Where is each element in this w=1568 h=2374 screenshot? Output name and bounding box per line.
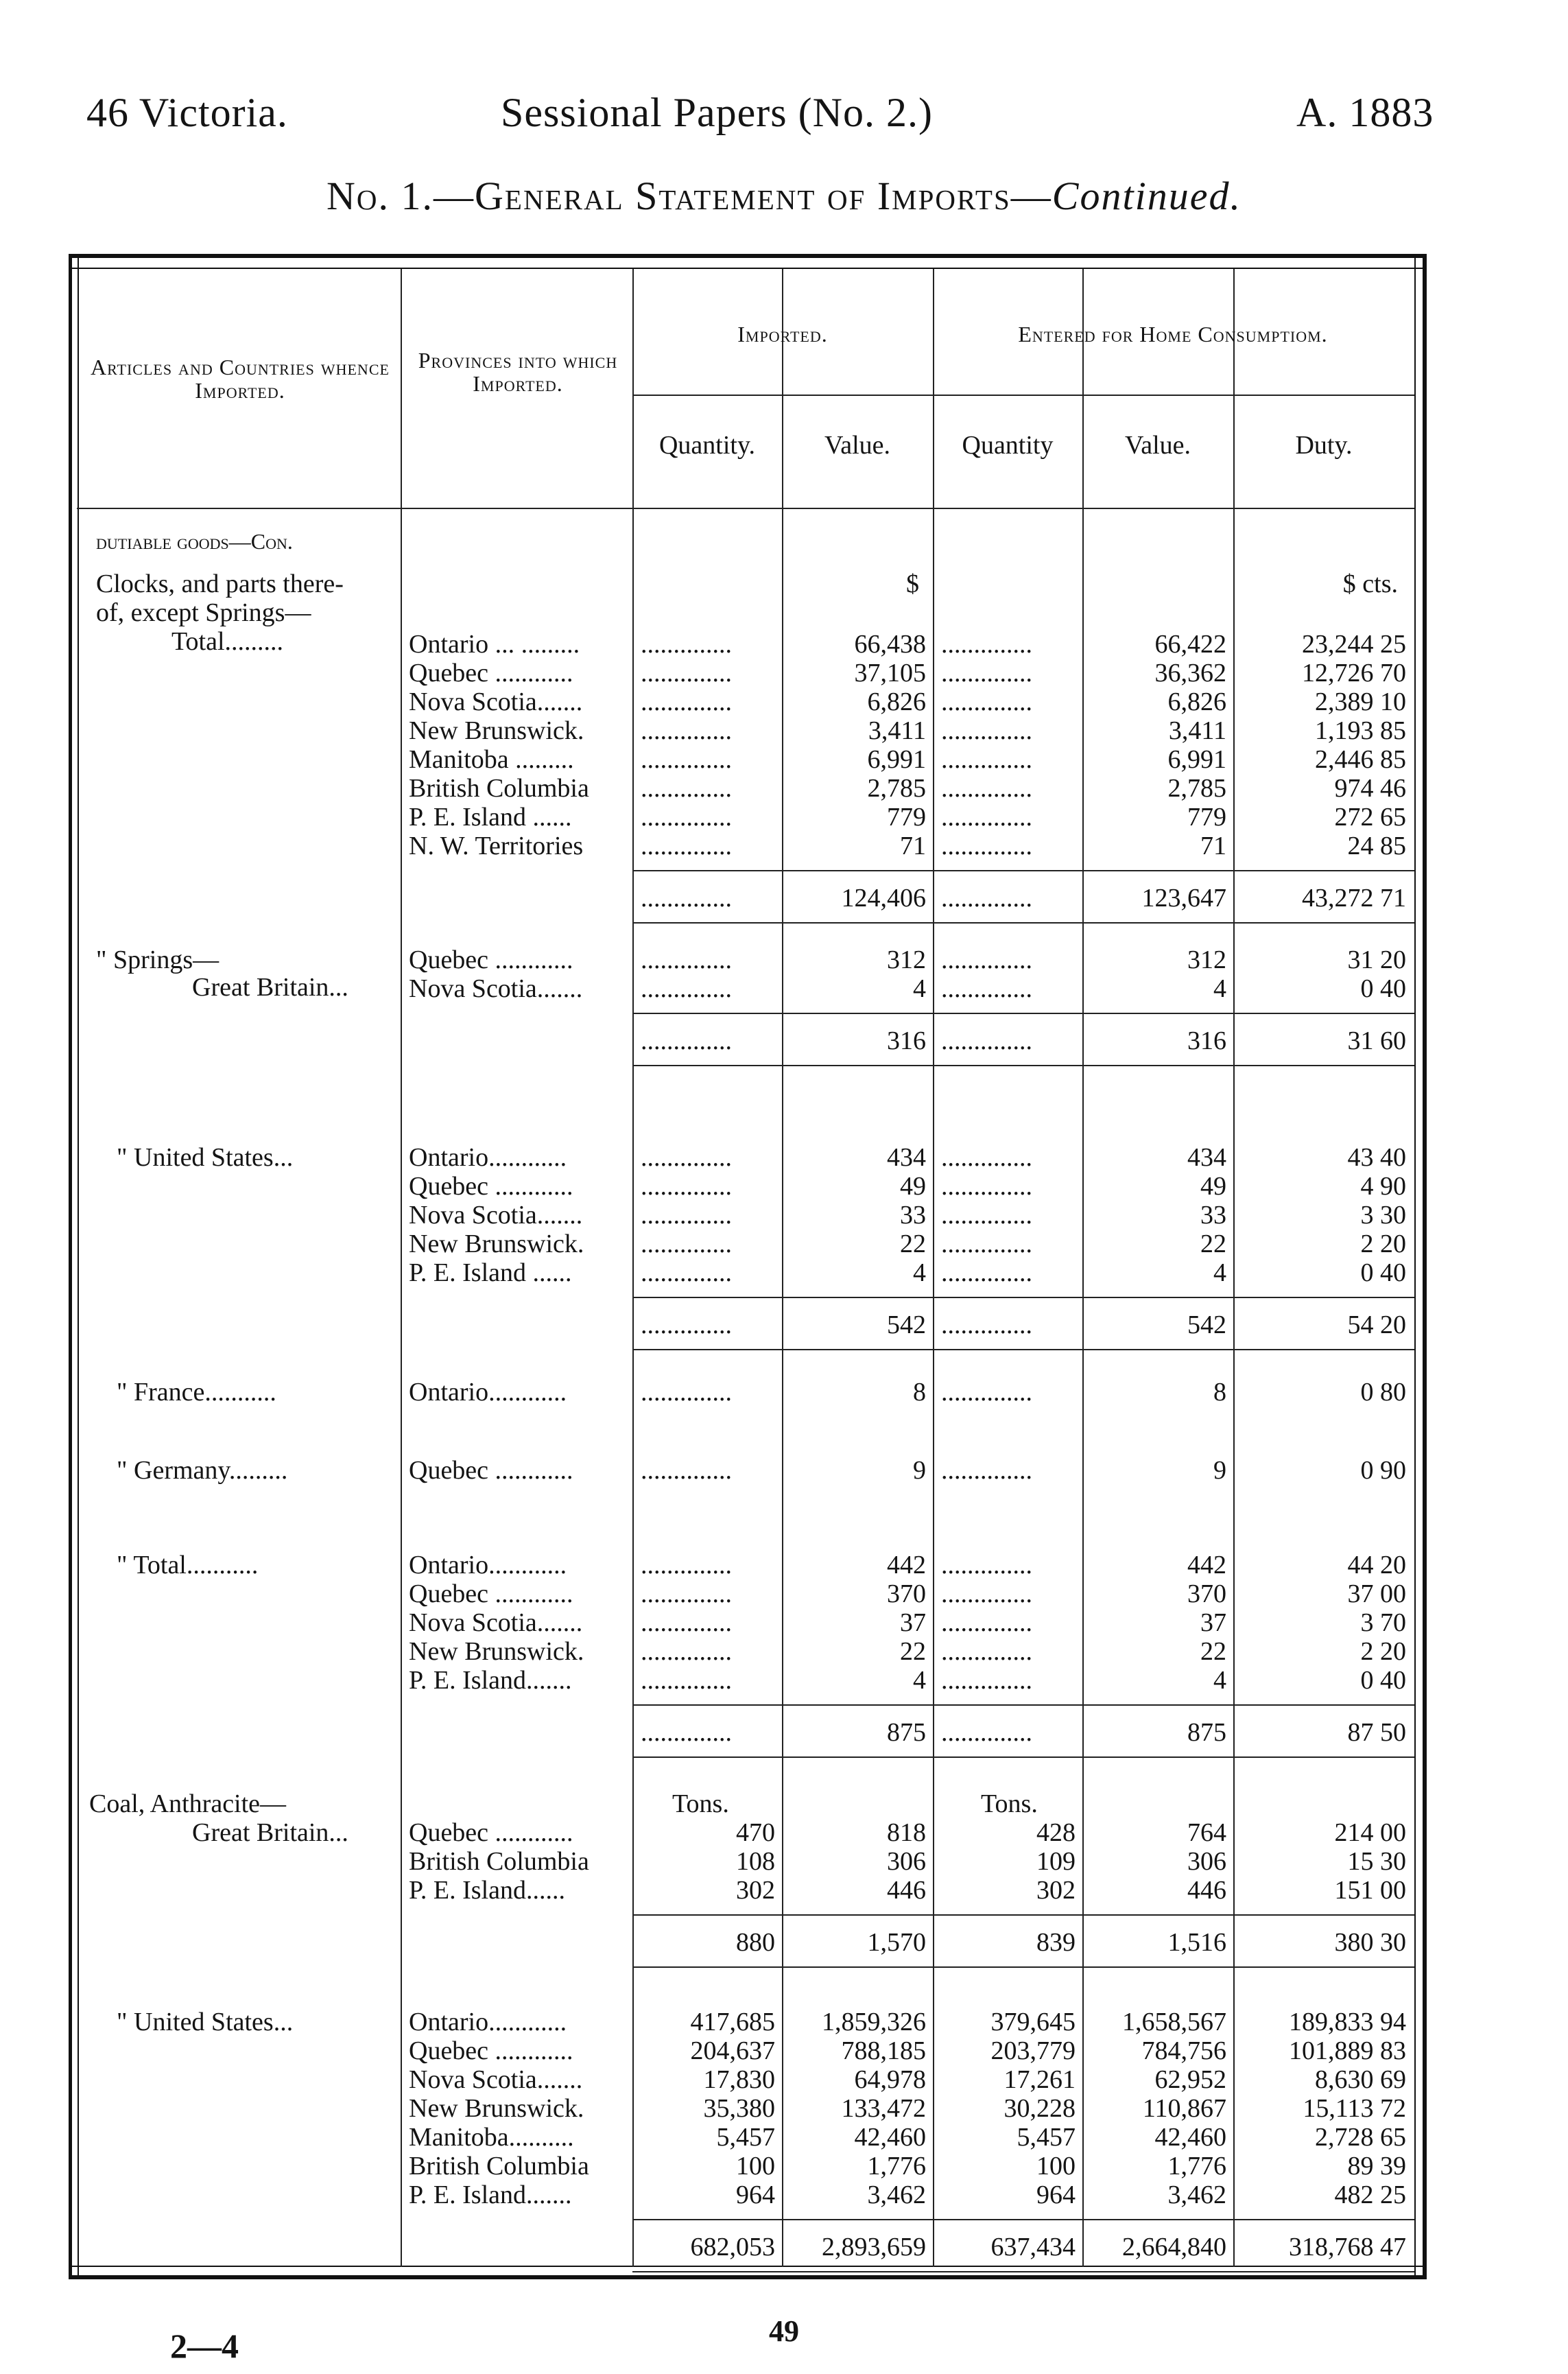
table-cell-ent-val: 110,867 (1142, 2094, 1226, 2123)
table-cell-imp-val: 1,859,326 (822, 2008, 926, 2036)
total-cell-imp-val: 124,406 (841, 884, 926, 913)
leader-dots: .............. (641, 1378, 732, 1407)
table-cell-imp-val: 133,472 (841, 2094, 926, 2123)
table-cell-ent-val: 4 (1213, 974, 1226, 1003)
leader-dots: .............. (641, 1143, 732, 1172)
table-cell-duty: 101,889 83 (1289, 2036, 1406, 2065)
province-name: Nova Scotia....... (409, 1201, 583, 1230)
total-cell-ent-val: 316 (1187, 1026, 1226, 1055)
col-header-imp-val: Value. (824, 431, 891, 460)
province-name: British Columbia (409, 1847, 589, 1876)
leader-dots: .............. (941, 803, 1032, 832)
article-label: Coal, Anthracite— (89, 1789, 287, 1818)
table-cell-duty: 2 20 (1360, 1230, 1406, 1258)
section-label: dutiable goods—Con. (96, 529, 293, 554)
province-name: British Columbia (409, 774, 589, 803)
table-cell-imp-val: 6,826 (867, 687, 926, 716)
article-label: Great Britain... (192, 973, 348, 1002)
table-cell-imp-val: 33 (900, 1201, 926, 1230)
leader-dots: .............. (641, 1666, 732, 1695)
province-name: Quebec ............ (409, 1818, 573, 1847)
table-cell-ent-qty: 428 (1036, 1818, 1076, 1847)
leader-dots: .............. (641, 745, 732, 774)
table-cell-imp-val: 312 (887, 945, 926, 974)
leader-dots: .............. (641, 1579, 732, 1608)
article-label: " United States... (117, 2008, 294, 2036)
table-cell-imp-val: 1,776 (867, 2152, 926, 2181)
table-border-top (69, 254, 1427, 269)
table-cell-ent-val: 3,411 (1168, 716, 1226, 745)
table-cell-imp-val: 8 (913, 1378, 926, 1407)
table-cell-imp-val: 442 (887, 1551, 926, 1579)
province-name: N. W. Territories (409, 832, 584, 860)
unit-value: $ (906, 569, 919, 598)
leader-dots: .............. (641, 1201, 732, 1230)
leader-dots: .............. (941, 1608, 1032, 1637)
province-name: Quebec ............ (409, 945, 573, 974)
leader-dots: .............. (641, 1456, 732, 1485)
leader-dots: .............. (941, 1311, 1032, 1339)
total-rule (632, 2271, 1414, 2272)
total-cell-ent-val: 875 (1187, 1718, 1226, 1747)
table-cell-duty: 0 90 (1360, 1456, 1406, 1485)
table-cell-ent-qty: 379,645 (990, 2008, 1076, 2036)
leader-dots: .............. (641, 1230, 732, 1258)
col-header-provinces: Provinces into which Imported. (418, 348, 618, 396)
leader-dots: .............. (941, 1172, 1032, 1201)
total-rule (632, 922, 1414, 924)
leader-dots: .............. (941, 1378, 1032, 1407)
total-rule (632, 1013, 1414, 1014)
table-cell-duty: 482 25 (1334, 2181, 1406, 2209)
province-name: New Brunswick. (409, 1230, 584, 1258)
col-header-imp-qty: Quantity. (658, 431, 755, 460)
table-cell-imp-val: 71 (900, 832, 926, 860)
total-cell-duty: 43,272 71 (1302, 884, 1406, 913)
page-title (0, 173, 1568, 219)
province-name: Quebec ............ (409, 659, 573, 687)
table-cell-imp-val: 64,978 (854, 2065, 926, 2094)
table-cell-ent-qty: 30,228 (1003, 2094, 1076, 2123)
table-cell-imp-val: 818 (887, 1818, 926, 1847)
table-cell-duty: 2,728 65 (1315, 2123, 1406, 2152)
total-rule (632, 870, 1414, 871)
leader-dots: .............. (941, 1258, 1032, 1287)
leader-dots: .............. (641, 1551, 732, 1579)
table-cell-duty: 0 80 (1360, 1378, 1406, 1407)
table-cell-duty: 2,446 85 (1315, 745, 1406, 774)
province-name: Quebec ............ (409, 1579, 573, 1608)
col-header-articles: Articles and Countries whence Imported. (91, 355, 390, 403)
table-cell-imp-val: 42,460 (854, 2123, 926, 2152)
header-center: Sessional Papers (No. 2.) (501, 90, 933, 135)
table-cell-ent-val: 1,776 (1167, 2152, 1226, 2181)
province-name: Quebec ............ (409, 1172, 573, 1201)
table-cell-duty: 272 65 (1334, 803, 1406, 832)
leader-dots: .............. (941, 774, 1032, 803)
leader-dots: .............. (641, 832, 732, 860)
table-cell-imp-qty: 35,380 (703, 2094, 775, 2123)
table-cell-duty: 3 30 (1360, 1201, 1406, 1230)
table-cell-ent-val: 306 (1187, 1847, 1226, 1876)
table-border-left (69, 254, 79, 2279)
table-cell-imp-val: 4 (913, 1258, 926, 1287)
table-cell-duty: 23,244 25 (1302, 630, 1406, 659)
table-cell-ent-qty: 100 (1036, 2152, 1076, 2181)
table-cell-duty: 24 85 (1347, 832, 1406, 860)
table-cell-imp-val: 22 (900, 1230, 926, 1258)
leader-dots: .............. (941, 1718, 1032, 1747)
table-cell-ent-val: 6,826 (1167, 687, 1226, 716)
table-cell-imp-val: 788,185 (841, 2036, 926, 2065)
province-name: Manitoba.......... (409, 2123, 574, 2152)
leader-dots: .............. (641, 884, 732, 913)
total-cell-imp-val: 875 (887, 1718, 926, 1747)
leader-dots: .............. (641, 1637, 732, 1666)
article-label: " Total........... (117, 1551, 259, 1579)
total-cell-imp-qty: 682,053 (690, 2233, 775, 2261)
table-cell-ent-val: 446 (1187, 1876, 1226, 1905)
province-name: P. E. Island...... (409, 1876, 565, 1905)
leader-dots: .............. (641, 630, 732, 659)
leader-dots: .............. (641, 774, 732, 803)
leader-dots: .............. (941, 1456, 1032, 1485)
table-cell-duty: 4 90 (1360, 1172, 1406, 1201)
leader-dots: .............. (641, 687, 732, 716)
table-cell-imp-val: 779 (887, 803, 926, 832)
footer-signature-mark: 2—4 (170, 2327, 239, 2365)
province-name: Nova Scotia....... (409, 2065, 583, 2094)
leader-dots: .............. (941, 745, 1032, 774)
table-cell-imp-val: 446 (887, 1876, 926, 1905)
total-rule (632, 1966, 1414, 1968)
table-cell-ent-val: 779 (1187, 803, 1226, 832)
leader-dots: .............. (941, 945, 1032, 974)
unit-tons-imported: Tons. (672, 1789, 729, 1818)
table-cell-ent-val: 4 (1213, 1666, 1226, 1695)
table-cell-ent-qty: 5,457 (1017, 2123, 1076, 2152)
table-cell-ent-val: 370 (1187, 1579, 1226, 1608)
table-cell-ent-val: 62,952 (1154, 2065, 1226, 2094)
total-rule (632, 2219, 1414, 2220)
table-cell-ent-val: 22 (1200, 1230, 1226, 1258)
total-cell-imp-val: 542 (887, 1311, 926, 1339)
leader-dots: .............. (641, 1608, 732, 1637)
table-cell-ent-qty: 964 (1036, 2181, 1076, 2209)
table-cell-duty: 151 00 (1334, 1876, 1406, 1905)
article-label: " Springs— (96, 945, 219, 974)
table-cell-ent-val: 33 (1200, 1201, 1226, 1230)
table-cell-duty: 12,726 70 (1302, 659, 1406, 687)
table-cell-imp-val: 9 (913, 1456, 926, 1485)
table-cell-ent-val: 2,785 (1167, 774, 1226, 803)
article-label: Clocks, and parts there- (96, 569, 344, 598)
table-cell-duty: 0 40 (1360, 1666, 1406, 1695)
table-cell-duty: 89 39 (1347, 2152, 1406, 2181)
leader-dots: .............. (941, 1579, 1032, 1608)
leader-dots: .............. (941, 659, 1032, 687)
table-cell-ent-val: 8 (1213, 1378, 1226, 1407)
total-rule (632, 1756, 1414, 1758)
province-name: Ontario............ (409, 2008, 567, 2036)
total-cell-duty: 31 60 (1347, 1026, 1406, 1055)
table-cell-ent-val: 49 (1200, 1172, 1226, 1201)
col-divider (401, 269, 402, 2267)
leader-dots: .............. (941, 1201, 1032, 1230)
total-cell-imp-val: 316 (887, 1026, 926, 1055)
header-subrule (632, 395, 1414, 396)
province-name: P. E. Island....... (409, 1666, 572, 1695)
table-cell-imp-val: 49 (900, 1172, 926, 1201)
leader-dots: .............. (941, 1230, 1032, 1258)
article-label: " United States... (117, 1143, 294, 1172)
total-cell-imp-val: 1,570 (867, 1928, 926, 1957)
leader-dots: .............. (641, 716, 732, 745)
article-label: " Germany......... (117, 1456, 288, 1485)
table-cell-duty: 15 30 (1347, 1847, 1406, 1876)
table-cell-ent-qty: 203,779 (990, 2036, 1076, 2065)
table-cell-duty: 15,113 72 (1303, 2094, 1406, 2123)
table-cell-ent-val: 36,362 (1154, 659, 1226, 687)
unit-duty: $ cts. (1342, 569, 1398, 598)
table-cell-imp-qty: 100 (736, 2152, 775, 2181)
col-header-ent-val: Value. (1124, 431, 1191, 460)
table-cell-duty: 214 00 (1334, 1818, 1406, 1847)
province-name: Nova Scotia....... (409, 1608, 583, 1637)
table-cell-imp-val: 66,438 (854, 630, 926, 659)
leader-dots: .............. (641, 659, 732, 687)
province-name: New Brunswick. (409, 1637, 584, 1666)
table-border-right (1414, 254, 1427, 2279)
table-cell-imp-qty: 470 (736, 1818, 775, 1847)
table-cell-ent-val: 3,462 (1167, 2181, 1226, 2209)
col-header-imported: Imported. (737, 322, 828, 346)
table-cell-ent-val: 37 (1200, 1608, 1226, 1637)
leader-dots: .............. (941, 1666, 1032, 1695)
leader-dots: .............. (941, 1143, 1032, 1172)
table-cell-imp-val: 3,411 (868, 716, 926, 745)
table-cell-imp-qty: 417,685 (690, 2008, 775, 2036)
table-cell-imp-val: 4 (913, 974, 926, 1003)
import-table (69, 254, 1427, 2279)
leader-dots: .............. (941, 630, 1032, 659)
col-header-entered: Entered for Home Consumptiom. (1018, 322, 1328, 346)
province-name: Quebec ............ (409, 1456, 573, 1485)
table-cell-imp-qty: 204,637 (690, 2036, 775, 2065)
header-left: 46 Victoria. (86, 90, 288, 135)
table-cell-imp-val: 370 (887, 1579, 926, 1608)
leader-dots: .............. (641, 1258, 732, 1287)
table-cell-ent-val: 312 (1187, 945, 1226, 974)
leader-dots: .............. (941, 1026, 1032, 1055)
table-cell-imp-val: 37,105 (854, 659, 926, 687)
table-cell-ent-qty: 109 (1036, 1847, 1076, 1876)
total-cell-ent-val: 2,664,840 (1122, 2233, 1226, 2261)
table-cell-duty: 974 46 (1334, 774, 1406, 803)
table-cell-duty: 0 40 (1360, 1258, 1406, 1287)
article-label: Total......... (171, 627, 284, 656)
table-cell-ent-val: 4 (1213, 1258, 1226, 1287)
total-rule (632, 1704, 1414, 1706)
leader-dots: .............. (941, 716, 1032, 745)
table-cell-ent-val: 22 (1200, 1637, 1226, 1666)
table-cell-imp-qty: 5,457 (716, 2123, 775, 2152)
table-cell-duty: 44 20 (1347, 1551, 1406, 1579)
leader-dots: .............. (941, 687, 1032, 716)
table-cell-imp-val: 37 (900, 1608, 926, 1637)
province-name: New Brunswick. (409, 716, 584, 745)
col-header-duty: Duty. (1295, 431, 1353, 460)
leader-dots: .............. (641, 1172, 732, 1201)
table-cell-duty: 3 70 (1360, 1608, 1406, 1637)
leader-dots: .............. (641, 1026, 732, 1055)
article-label: of, except Springs— (96, 598, 311, 627)
article-label: " France........... (117, 1378, 276, 1407)
total-cell-ent-val: 1,516 (1167, 1928, 1226, 1957)
title-main: No. 1.—General Statement of Imports— (326, 174, 1052, 218)
province-name: Quebec ............ (409, 2036, 573, 2065)
province-name: Ontario............ (409, 1378, 567, 1407)
title-continued: Continued. (1052, 174, 1242, 218)
table-cell-imp-qty: 964 (736, 2181, 775, 2209)
table-cell-duty: 189,833 94 (1289, 2008, 1406, 2036)
leader-dots: .............. (941, 884, 1032, 913)
province-name: Ontario............ (409, 1143, 567, 1172)
province-name: New Brunswick. (409, 2094, 584, 2123)
col-header-ent-qty: Quantity (962, 431, 1054, 460)
leader-dots: .............. (641, 1311, 732, 1339)
leader-dots: .............. (641, 803, 732, 832)
table-cell-duty: 8,630 69 (1315, 2065, 1406, 2094)
article-label: Great Britain... (192, 1818, 348, 1847)
total-rule (632, 1065, 1414, 1066)
province-name: Manitoba ......... (409, 745, 574, 774)
table-cell-imp-qty: 108 (736, 1847, 775, 1876)
table-cell-imp-qty: 17,830 (703, 2065, 775, 2094)
leader-dots: .............. (641, 1718, 732, 1747)
table-cell-ent-val: 71 (1200, 832, 1226, 860)
province-name: British Columbia (409, 2152, 589, 2181)
table-cell-duty: 1,193 85 (1315, 716, 1406, 745)
total-cell-ent-qty: 839 (1036, 1928, 1076, 1957)
total-cell-duty: 54 20 (1347, 1311, 1406, 1339)
header-right: A. 1883 (1296, 90, 1434, 135)
total-cell-ent-qty: 637,434 (990, 2233, 1076, 2261)
table-cell-imp-val: 22 (900, 1637, 926, 1666)
table-cell-ent-val: 66,422 (1154, 630, 1226, 659)
table-cell-imp-val: 434 (887, 1143, 926, 1172)
leader-dots: .............. (941, 1637, 1032, 1666)
table-cell-imp-val: 4 (913, 1666, 926, 1695)
table-cell-duty: 2,389 10 (1315, 687, 1406, 716)
table-cell-duty: 31 20 (1347, 945, 1406, 974)
table-cell-ent-val: 784,756 (1141, 2036, 1226, 2065)
total-cell-ent-val: 123,647 (1141, 884, 1226, 913)
province-name: P. E. Island ...... (409, 803, 572, 832)
total-cell-duty: 87 50 (1347, 1718, 1406, 1747)
total-rule (632, 1914, 1414, 1916)
table-cell-ent-val: 1,658,567 (1122, 2008, 1226, 2036)
leader-dots: .............. (941, 832, 1032, 860)
total-cell-imp-val: 2,893,659 (822, 2233, 926, 2261)
total-cell-duty: 318,768 47 (1289, 2233, 1406, 2261)
total-cell-imp-qty: 880 (736, 1928, 775, 1957)
page-number: 49 (769, 2314, 799, 2348)
table-cell-duty: 43 40 (1347, 1143, 1406, 1172)
table-cell-ent-qty: 17,261 (1003, 2065, 1076, 2094)
table-cell-imp-val: 6,991 (867, 745, 926, 774)
table-cell-ent-val: 442 (1187, 1551, 1226, 1579)
province-name: Ontario............ (409, 1551, 567, 1579)
province-name: P. E. Island ...... (409, 1258, 572, 1287)
table-cell-ent-val: 764 (1187, 1818, 1226, 1847)
province-name: Nova Scotia....... (409, 974, 583, 1003)
table-cell-imp-val: 3,462 (867, 2181, 926, 2209)
table-cell-ent-val: 9 (1213, 1456, 1226, 1485)
total-rule (632, 1349, 1414, 1350)
total-cell-ent-val: 542 (1187, 1311, 1226, 1339)
province-name: P. E. Island....... (409, 2181, 572, 2209)
unit-tons-entered: Tons. (981, 1789, 1038, 1818)
table-cell-imp-val: 306 (887, 1847, 926, 1876)
total-cell-duty: 380 30 (1334, 1928, 1406, 1957)
header-bottom-rule (77, 508, 1414, 509)
table-cell-ent-val: 6,991 (1167, 745, 1226, 774)
leader-dots: .............. (941, 1551, 1032, 1579)
table-cell-imp-val: 2,785 (867, 774, 926, 803)
table-cell-ent-val: 434 (1187, 1143, 1226, 1172)
table-cell-ent-val: 42,460 (1154, 2123, 1226, 2152)
table-border-bottom (69, 2266, 1427, 2279)
table-cell-imp-qty: 302 (736, 1876, 775, 1905)
leader-dots: .............. (941, 974, 1032, 1003)
table-cell-duty: 0 40 (1360, 974, 1406, 1003)
province-name: Ontario ... ......... (409, 630, 580, 659)
table-cell-ent-qty: 302 (1036, 1876, 1076, 1905)
leader-dots: .............. (641, 945, 732, 974)
table-cell-duty: 37 00 (1347, 1579, 1406, 1608)
province-name: Nova Scotia....... (409, 687, 583, 716)
total-rule (632, 1297, 1414, 1298)
leader-dots: .............. (641, 974, 732, 1003)
table-cell-duty: 2 20 (1360, 1637, 1406, 1666)
